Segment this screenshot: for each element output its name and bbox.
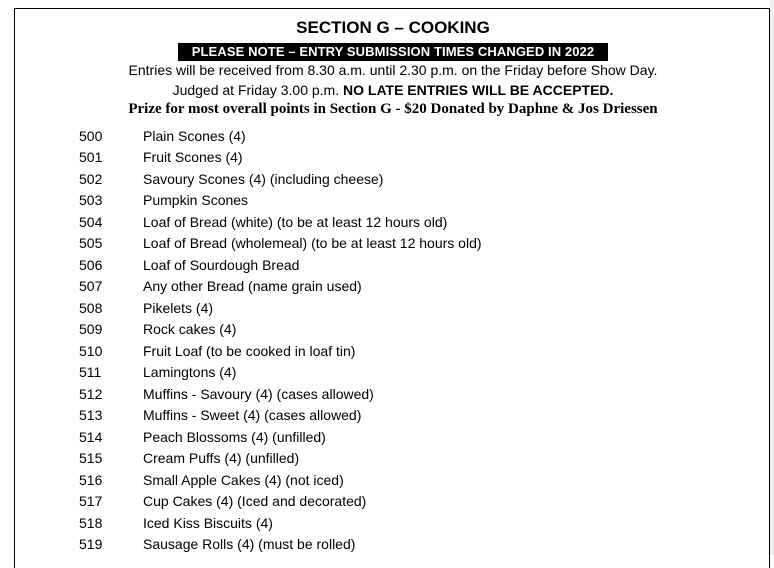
entry-description: Loaf of Bread (wholemeal) (to be at least 12 hours old): [143, 235, 482, 252]
entry-row: [79, 534, 759, 556]
entry-description: Cream Puffs (4) (unfilled): [143, 450, 300, 467]
entry-description: Muffins - Savoury (4) (cases allowed): [143, 385, 374, 402]
entry-row: [79, 125, 759, 147]
entry-row: [79, 168, 759, 190]
entry-row: [79, 211, 759, 233]
entry-description: Fruit Loaf (to be cooked in loaf tin): [143, 342, 356, 359]
entry-number: 507: [79, 278, 103, 295]
entry-number: 516: [79, 471, 103, 488]
entry-number: 502: [79, 170, 103, 187]
entry-description: Cup Cakes (4) (Iced and decorated): [143, 493, 367, 510]
entry-description: Pikelets (4): [143, 299, 214, 316]
entry-number: 515: [79, 450, 103, 467]
entry-description: Muffins - Sweet (4) (cases allowed): [143, 407, 362, 424]
entry-number: 518: [79, 514, 103, 531]
entry-number: 517: [79, 493, 103, 510]
entry-row: [79, 340, 759, 362]
notice-banner-wrap: [15, 41, 771, 61]
entry-number: 503: [79, 192, 103, 209]
received-times-line: Entries will be received from 8.30 a.m. until 2.30 p.m. on the Friday before Show Day.: [128, 62, 658, 78]
entry-row: [79, 448, 759, 470]
entry-description: Fruit Scones (4): [143, 149, 243, 166]
entry-row: [79, 512, 759, 534]
entry-row: [79, 469, 759, 491]
entry-description: Peach Blossoms (4) (unfilled): [143, 428, 326, 445]
entry-row: [79, 491, 759, 513]
judging-time-text: Judged at Friday 3.00 p.m.: [172, 82, 343, 98]
entry-row: [79, 297, 759, 319]
entry-row: [79, 147, 759, 169]
entry-row: [79, 190, 759, 212]
entry-number: 519: [79, 536, 103, 553]
entry-description: Any other Bread (name grain used): [143, 278, 362, 295]
entry-number: 500: [79, 127, 103, 144]
entry-row: [79, 362, 759, 384]
entry-description: Sausage Rolls (4) (must be rolled): [143, 536, 356, 553]
entry-row: [79, 276, 759, 298]
document-page: [14, 8, 770, 568]
entry-description: Iced Kiss Biscuits (4): [143, 514, 273, 531]
viewer-edge: [770, 0, 774, 555]
judging-time-line: [15, 82, 771, 98]
entry-number: 509: [79, 321, 103, 338]
entry-number: 513: [79, 407, 103, 424]
entry-description: Loaf of Sourdough Bread: [143, 256, 300, 273]
entry-list: [79, 125, 759, 555]
prize-line: Prize for most overall points in Section G - $20 Donated by Daphne & Jos Driessen: [128, 101, 658, 117]
entry-description: Rock cakes (4): [143, 321, 237, 338]
entry-number: 506: [79, 256, 103, 273]
section-title: SECTION G – COOKING: [296, 18, 490, 37]
entry-row: [79, 405, 759, 427]
entry-row: [79, 319, 759, 341]
entry-number: 514: [79, 428, 103, 445]
entry-number: 505: [79, 235, 103, 252]
entry-description: Loaf of Bread (white) (to be at least 12 hours old): [143, 213, 448, 230]
entry-number: 511: [79, 364, 102, 381]
entry-number: 512: [79, 385, 103, 402]
entry-number: 501: [79, 149, 103, 166]
late-entries-warning: NO LATE ENTRIES WILL BE ACCEPTED.: [343, 82, 614, 98]
entry-row: [79, 383, 759, 405]
notice-banner: PLEASE NOTE – ENTRY SUBMISSION TIMES CHANGED IN 2022: [178, 43, 609, 61]
entry-description: Small Apple Cakes (4) (not iced): [143, 471, 344, 488]
entry-description: Savoury Scones (4) (including cheese): [143, 170, 384, 187]
entry-number: 510: [79, 342, 103, 359]
entry-description: Plain Scones (4): [143, 127, 246, 144]
entry-number: 508: [79, 299, 103, 316]
entry-description: Lamingtons (4): [143, 364, 237, 381]
entry-row: [79, 254, 759, 276]
entry-description: Pumpkin Scones: [143, 192, 249, 209]
entry-number: 504: [79, 213, 103, 230]
entry-row: [79, 426, 759, 448]
entry-row: [79, 233, 759, 255]
